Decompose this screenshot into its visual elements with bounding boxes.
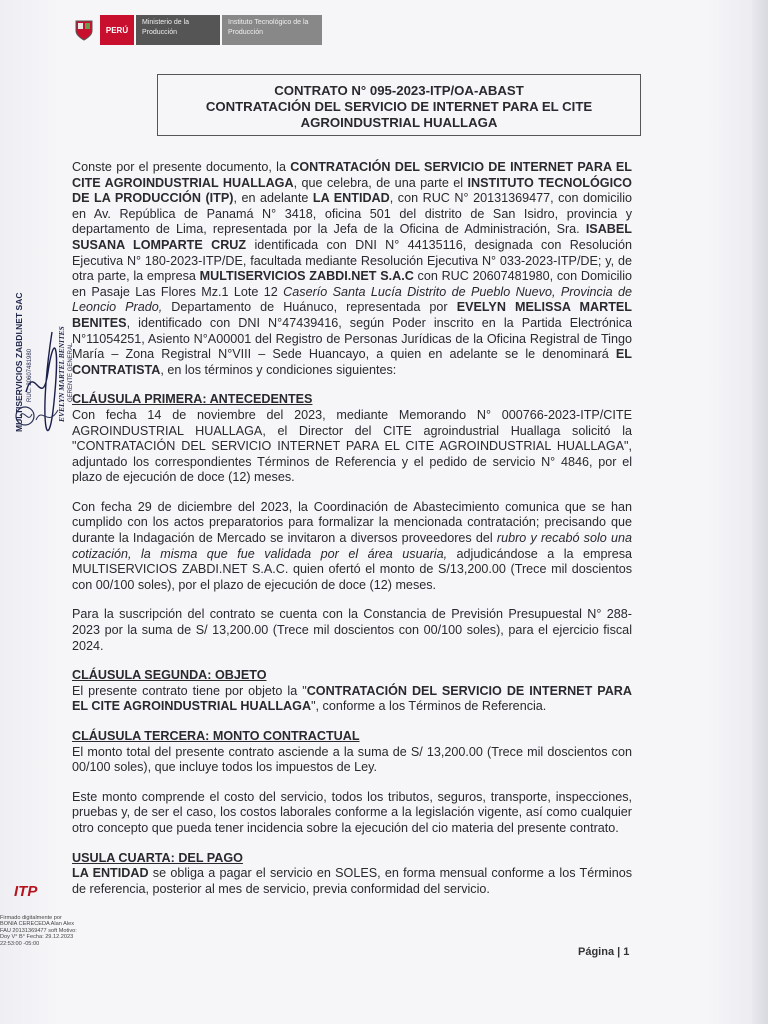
stamp-company: MULTISERVICIOS ZABDI.NET SAC <box>14 292 24 432</box>
clause2-text-2: ", conforme a los Términos de Referencia. <box>311 699 547 714</box>
intro-text-9: , en los términos y condiciones siguientes: <box>160 362 397 377</box>
contract-number: CONTRATO N° 095-2023-ITP/OA-ABAST <box>274 83 524 98</box>
clause1-p2 <box>72 500 632 594</box>
clause2-text-1: El presente contrato tiene por objeto la " <box>72 683 307 698</box>
intro-paragraph <box>72 160 632 378</box>
stamp-role: GERENTE GENERAL <box>68 342 74 402</box>
institute-label: Instituto Tecnológico de la Producción <box>222 15 322 45</box>
intro-text-4: , con RUC N° 20131369477, con domicilio en Av. República de Panamá N° 3418, oficina 501 del distrito de San Isidro, provincia y departamento de Lima, representada por la Jefa de la Oficina de Administración, Sra. <box>72 191 632 237</box>
digital-signature-note: Firmado digitalmente por BONIA CERECEDA Alan Alex FAU 20131369477 soft Motivo: Doy V° B° Fecha: 29.12.2023 22:53:00 -05:00 <box>0 915 77 947</box>
letterhead <box>74 14 322 46</box>
clause1-p3: Para la suscripción del contrato se cuenta con la Constancia de Previsión Presupuestal N° 288-2023 por la suma de S/ 13,200.00 (Trece mil doscientos con 00/100 soles), para el ejercicio fiscal 2024. <box>72 607 632 653</box>
clause1-p2-text-a: Con fecha 29 de diciembre del 2023, la Coordinación de Abastecimiento comunica que se han cumplido con los actos preparatorios para formalizar la mencionada contratación; precisando que durante la Indagación de Mercado se invitaron a diversos proveedores del <box>72 499 632 546</box>
intro-bold-8: EL CONTRATISTA <box>72 347 632 377</box>
clause4-heading: USULA CUARTA: DEL PAGO <box>72 850 243 865</box>
ministry-label: Ministerio de la Producción <box>136 15 220 45</box>
intro-text-6: con RUC 20607481980, con Domicilio en Pasaje Las Flores Mz.1 Lote 12 <box>72 269 633 299</box>
clause3-p2: Este monto comprende el costo del servicio, todos los tributos, seguros, transporte, inspecciones, pruebas y, de ser el caso, los costos laborales conforme a la legislación vigente, así como cualquier otro concepto que pueda tener incidencia sobre la ejecución del cio materia del presente contrato. <box>72 789 632 835</box>
page-number: Página | 1 <box>578 946 630 958</box>
contract-body <box>72 160 632 903</box>
coat-of-arms-icon <box>74 19 94 41</box>
clause3-p1: El monto total del presente contrato asciende a la suma de S/ 13,200.00 (Trece mil doscientos con 00/100 soles), que incluye todos los impuestos de Ley. <box>72 744 632 775</box>
clause2-heading: CLÁUSULA SEGUNDA: OBJETO <box>72 668 267 683</box>
clause1-p2-text-b: adjudicándose a la empresa MULTISERVICIOS ZABDI.NET S.A.C. quien ofertó el monto de S/13,200.00 (Trece mil doscientos con 00/100 soles), por el plazo de ejecución de doce (12) meses. <box>72 546 632 592</box>
stamp-name: EVELYN MARTEL BENITES <box>57 326 66 422</box>
intro-italic-6: Caserío Santa Lucía Distrito de Pueblo Nuevo, Provincia de Leoncio Prado, <box>72 284 632 315</box>
intro-bold-1: CONTRATACIÓN DEL SERVICIO DE INTERNET PARA EL CITE AGROINDUSTRIAL HUALLAGA <box>72 160 632 190</box>
contract-subject-line2: AGROINDUSTRIAL HUALLAGA <box>300 115 498 130</box>
clause2-bold-1: CONTRATACIÓN DEL SERVICIO DE INTERNET PARA EL CITE AGROINDUSTRIAL HUALLAGA <box>72 683 632 714</box>
clause1-p1: Con fecha 14 de noviembre del 2023, mediante Memorando N° 000766-2023-ITP/CITE AGROINDUSTRIAL HUALLAGA, el Director del CITE agroindustrial Huallaga solicitó la "CONTRATACIÓN DEL SERVICIO INTERNET PARA EL CITE AGROINDUSTRIAL HUALLAGA", adjuntado los correspondientes Términos de Referencia y el pedido de servicio N° 4846, por el plazo de ejecución de doce (12) meses. <box>72 407 632 485</box>
clause2-p1 <box>72 684 632 715</box>
peru-badge: PERÚ <box>100 15 134 45</box>
intro-bold-3: LA ENTIDAD <box>312 191 390 206</box>
intro-text-8: , identificado con DNI N°47439416, según Poder inscrito en la Partida Electrónica N°11054251, Asiento N°A00001 del Registro de Personas Jurídicas de la Oficina Registral de Tingo María – Zona Registral N°VIII – Sede Huancayo, a quien en adelante se le denominará <box>72 315 632 362</box>
intro-bold-5: MULTISERVICIOS ZABDI.NET S.A.C <box>199 269 414 284</box>
intro-text-5: identificada con DNI N° 44135116, designada con Resolución Ejecutiva N° 180-2023-ITP/DE, facultada mediante Resolución Ejecutiva N° 033-2023-ITP/DE; y, de otra parte, la empresa <box>72 237 632 284</box>
intro-bold-7: EVELYN MELISSA MARTEL BENITES <box>72 300 632 330</box>
clause1-heading: CLÁUSULA PRIMERA: ANTECEDENTES <box>72 392 313 407</box>
contract-title-box <box>157 74 641 136</box>
intro-bold-4: ISABEL SUSANA LOMPARTE CRUZ <box>72 222 632 252</box>
intro-text-2: , que celebra, de una parte el <box>293 175 468 190</box>
itp-footer-logo <box>12 878 52 907</box>
intro-text-3: , en adelante <box>233 191 313 206</box>
itp-logo-icon <box>12 878 52 902</box>
clause4-bold-1: LA ENTIDAD <box>72 866 149 881</box>
clause4-p1 <box>72 866 632 897</box>
scan-edge <box>752 0 768 1024</box>
intro-bold-2: INSTITUTO TECNOLÓGICO DE LA PRODUCCIÓN (ITP) <box>72 175 632 206</box>
clause3-heading: CLÁUSULA TERCERA: MONTO CONTRACTUAL <box>72 729 360 743</box>
contract-subject-line1: CONTRATACIÓN DEL SERVICIO DE INTERNET PARA EL CITE <box>205 99 593 114</box>
clause4-text-1: se obliga a pagar el servicio en SOLES, en forma mensual conforme a los Términos de referencia, posterior al mes de servicio, previa conformidad del servicio. <box>72 866 633 896</box>
clause1-p2-italic: rubro y recabó solo una cotización, la misma que fue validada por el área usuaria, <box>72 531 632 561</box>
itp-logo-text: ITP <box>14 883 38 900</box>
intro-text-7: Departamento de Huánuco, representada por <box>162 300 457 315</box>
intro-text-1: Conste por el presente documento, la <box>72 160 291 174</box>
stamp-ruc: RUC: 20607481980 <box>27 348 33 402</box>
signature-scribble <box>14 400 60 430</box>
